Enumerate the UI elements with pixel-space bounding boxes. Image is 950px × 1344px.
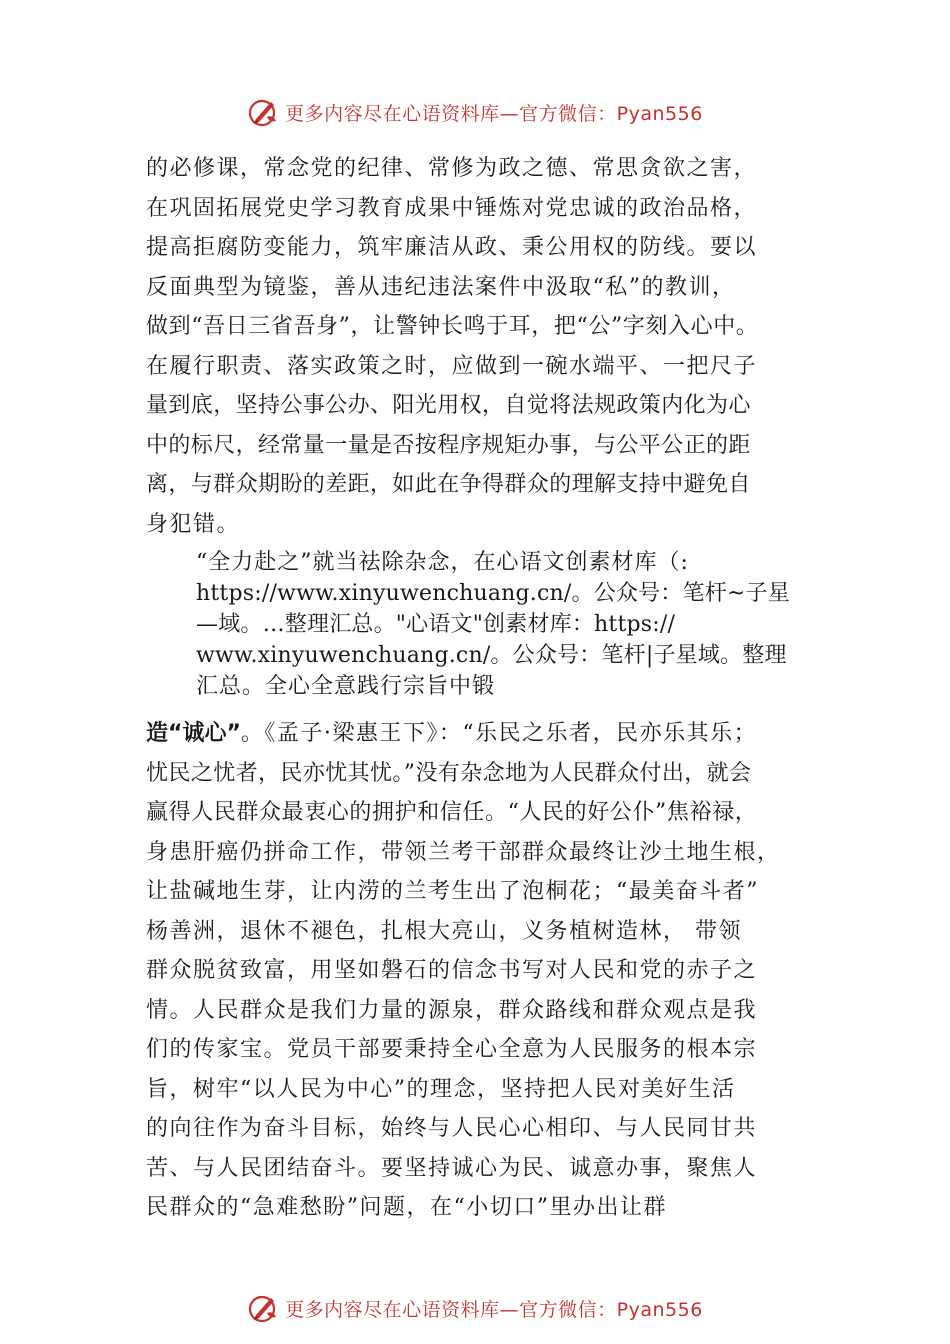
paragraph-line bbox=[146, 714, 846, 754]
footer-banner-text: 更多内容尽在心语资料库—官方微信：Pyan556 bbox=[285, 1298, 703, 1321]
quote-line: www.xinyuwenchuang.cn/。公众号：笔杆|子星域。整理 bbox=[196, 643, 787, 668]
paragraph-1 bbox=[146, 149, 846, 544]
paragraph-line: 们的传家宝。党员干部要秉持全心全意为人民服务的根本宗 bbox=[146, 1037, 758, 1062]
paragraph-line: 身患肝癌仍拼命工作，带领兰考干部群众最终让沙土地生根， bbox=[146, 839, 781, 865]
paragraph-2 bbox=[146, 714, 846, 1228]
paragraph-line: 在巩固拓展党史学习教育成果中锤炼对党忠诚的政治品格， bbox=[146, 195, 758, 221]
paragraph-line-rest: 。《孟子·梁惠王下》：“乐民之乐者，民亦乐其乐； bbox=[240, 721, 758, 746]
quote-line: https://www.xinyuwenchuang.cn/。公众号：笔杆~子星 bbox=[196, 581, 790, 606]
quote-line: 汇总。全心全意践行宗旨中锻 bbox=[196, 674, 496, 699]
paragraph-line: 旨，树牢“以人民为中心”的理念，坚持把人民对美好生活 bbox=[146, 1076, 736, 1102]
paragraph-line: 忧民之忧者，民亦忧其忧。”没有杂念地为人民群众付出，就会 bbox=[146, 760, 752, 786]
paragraph-line: 的必修课，常念党的纪律、常修为政之德、常思贪欲之害， bbox=[146, 156, 758, 181]
footer-banner bbox=[0, 1288, 950, 1328]
paragraph-line: 中的标尺，经常量一量是否按程序规矩办事，与公平公正的距 bbox=[146, 432, 751, 458]
paragraph-line: 群众脱贫致富，用坚如磐石的信念书写对人民和党的赤子之 bbox=[146, 958, 758, 983]
paragraph-lead-heading: 造“诚心” bbox=[146, 721, 241, 746]
header-banner-text: 更多内容尽在心语资料库—官方微信：Pyan556 bbox=[285, 102, 703, 125]
paragraph-line: 量到底，坚持公事公办、阳光用权，自觉将法规政策内化为心 bbox=[146, 393, 751, 418]
paragraph-line: 赢得人民群众最衷心的拥护和信任。“人民的好公仆”焦裕禄， bbox=[146, 800, 758, 825]
paragraph-line: 做到“吾日三省吾身”，让警钟长鸣于耳，把“公”字刻入心中。 bbox=[146, 314, 759, 339]
pen-leaf-logo-icon bbox=[247, 1291, 281, 1325]
paragraph-line: 的向往作为奋斗目标，始终与人民心心相印、与人民同甘共 bbox=[146, 1116, 758, 1141]
quote-line: —域。…整理汇总。"心语文"创素材库：https:// bbox=[196, 612, 676, 637]
quote-line: “全力赴之”就当祛除杂念，在心语文创素材库（: bbox=[196, 550, 689, 575]
paragraph-line: 让盐碱地生芽，让内涝的兰考生出了泡桐花；“最美奋斗者” bbox=[146, 879, 759, 904]
paragraph-line: 在履行职责、落实政策之时，应做到一碗水端平、一把尺子 bbox=[146, 353, 758, 379]
paragraph-line: 反面典型为镜鉴，善从违纪违法案件中汲取“私”的教训， bbox=[146, 274, 736, 300]
paragraph-line: 苦、与人民团结奋斗。要坚持诚心为民、诚意办事，聚焦人 bbox=[146, 1155, 758, 1181]
paragraph-line: 离，与群众期盼的差距，如此在争得群众的理解支持中避免自 bbox=[146, 472, 751, 497]
header-banner bbox=[0, 92, 950, 132]
paragraph-line: 情。人民群众是我们力量的源泉，群众路线和群众观点是我 bbox=[146, 997, 758, 1023]
pen-leaf-logo-icon bbox=[247, 95, 281, 129]
paragraph-line: 身犯错。 bbox=[146, 511, 241, 537]
quote-block bbox=[196, 547, 836, 702]
paragraph-line: 杨善洲，退休不褪色，扎根大亮山，义务植树造林， 带领 bbox=[146, 918, 742, 944]
paragraph-line: 提高拒腐防变能力，筑牢廉洁从政、秉公用权的防线。要以 bbox=[146, 235, 758, 260]
paragraph-line: 民群众的“急难愁盼”问题，在“小切口”里办出让群 bbox=[146, 1195, 667, 1220]
